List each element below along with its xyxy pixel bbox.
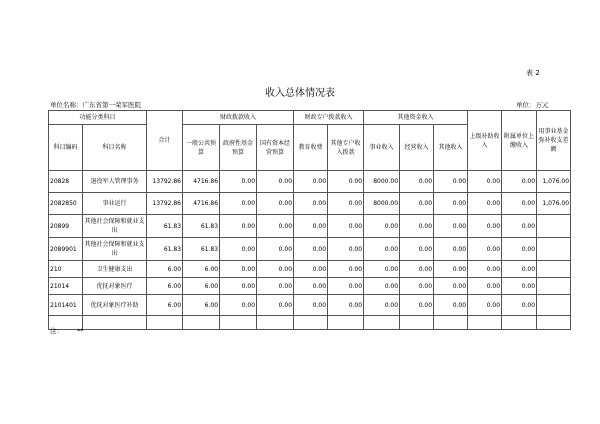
cell-business: 0.00	[364, 238, 400, 261]
header-total: 合计	[147, 111, 183, 171]
unit-name-value: 广东省第一荣军医院	[82, 101, 141, 109]
table-row-empty	[49, 316, 571, 330]
table-row	[49, 215, 571, 238]
cell-operating: 0.00	[400, 261, 434, 278]
header-affiliated: 附属单位上缴收入	[502, 111, 537, 171]
cell-reserve	[537, 238, 571, 261]
cell-code: 20899	[49, 215, 83, 238]
cell-name: 退役军人管理事务	[83, 171, 147, 193]
table-number: 表 2	[526, 69, 540, 77]
cell-reserve	[537, 215, 571, 238]
page-title: 收入总体情况表	[265, 88, 335, 99]
cell-upper-subsidy: 0.00	[468, 171, 502, 193]
cell-state-capital: 0.00	[257, 215, 294, 238]
cell-empty	[220, 316, 257, 330]
cell-code: 2082850	[49, 193, 83, 215]
cell-other-income: 0.00	[434, 193, 468, 215]
cell-business: 0.00	[364, 215, 400, 238]
cell-other-special: 0.00	[328, 278, 364, 295]
cell-gov-fund: 0.00	[220, 171, 257, 193]
cell-business: 8000.00	[364, 193, 400, 215]
cell-edu-fee: 0.00	[294, 215, 328, 238]
header-business: 事业收入	[364, 125, 400, 171]
cell-affiliated: 0.00	[502, 278, 537, 295]
cell-edu-fee: 0.00	[294, 295, 328, 316]
cell-other-income: 0.00	[434, 278, 468, 295]
cell-operating: 0.00	[400, 193, 434, 215]
cell-name: 卫生健康支出	[83, 261, 147, 278]
cell-gov-fund: 0.00	[220, 295, 257, 316]
header-edu-fee: 教育收费	[294, 125, 328, 171]
cell-empty	[147, 316, 183, 330]
cell-operating: 0.00	[400, 278, 434, 295]
cell-edu-fee: 0.00	[294, 171, 328, 193]
cell-empty	[537, 316, 571, 330]
cell-code: 20828	[49, 171, 83, 193]
cell-other-income: 0.00	[434, 295, 468, 316]
cell-empty	[434, 316, 468, 330]
table-header	[49, 111, 571, 171]
cell-edu-fee: 0.00	[294, 193, 328, 215]
header-special: 财政专户拨款收入	[294, 111, 364, 125]
header-general-budget: 一般公共预算	[183, 125, 220, 171]
cell-affiliated: 0.00	[502, 261, 537, 278]
cell-upper-subsidy: 0.00	[468, 215, 502, 238]
table-row	[49, 278, 571, 295]
cell-reserve: 1,076.00	[537, 171, 571, 193]
cell-name: 其他社会保障和就业支出	[83, 215, 147, 238]
cell-other-income: 0.00	[434, 215, 468, 238]
cell-name: 其他社会保障和就业支出	[83, 238, 147, 261]
cell-state-capital: 0.00	[257, 193, 294, 215]
header-other: 其他资金收入	[364, 111, 468, 125]
footnote-text: **	[77, 327, 84, 335]
cell-other-special: 0.00	[328, 295, 364, 316]
cell-upper-subsidy: 0.00	[468, 238, 502, 261]
cell-affiliated: 0.00	[502, 171, 537, 193]
cell-upper-subsidy: 0.00	[468, 295, 502, 316]
table-row	[49, 193, 571, 215]
cell-reserve: 1,076.00	[537, 193, 571, 215]
cell-reserve	[537, 295, 571, 316]
header-name: 科目名称	[83, 125, 147, 171]
cell-other-special: 0.00	[328, 193, 364, 215]
cell-reserve	[537, 261, 571, 278]
header-fiscal: 财政拨款收入	[183, 111, 294, 125]
cell-business: 8000.00	[364, 171, 400, 193]
cell-edu-fee: 0.00	[294, 238, 328, 261]
cell-gov-fund: 0.00	[220, 238, 257, 261]
cell-edu-fee: 0.00	[294, 261, 328, 278]
cell-name: 优抚对象医疗	[83, 278, 147, 295]
cell-other-income: 0.00	[434, 171, 468, 193]
cell-gov-fund: 0.00	[220, 193, 257, 215]
cell-other-special: 0.00	[328, 215, 364, 238]
cell-name: 事业运行	[83, 193, 147, 215]
income-table	[48, 110, 571, 330]
cell-state-capital: 0.00	[257, 295, 294, 316]
header-other-income: 其他收入	[434, 125, 468, 171]
cell-total: 61.83	[147, 215, 183, 238]
header-upper-subsidy: 上级补助收入	[468, 111, 502, 171]
cell-total: 13792.86	[147, 193, 183, 215]
header-operating: 经营收入	[400, 125, 434, 171]
cell-operating: 0.00	[400, 238, 434, 261]
cell-edu-fee: 0.00	[294, 278, 328, 295]
cell-state-capital: 0.00	[257, 238, 294, 261]
cell-empty	[468, 316, 502, 330]
table-row	[49, 295, 571, 316]
cell-general-budget: 4716.86	[183, 171, 220, 193]
header-gov-fund: 政府性基金预算	[220, 125, 257, 171]
table-row	[49, 171, 571, 193]
footnote-label: 注：	[50, 327, 63, 335]
header-reserve: 用事业基金弥补收支差额	[537, 111, 571, 171]
cell-upper-subsidy: 0.00	[468, 278, 502, 295]
cell-total: 6.00	[147, 278, 183, 295]
cell-business: 0.00	[364, 295, 400, 316]
cell-gov-fund: 0.00	[220, 215, 257, 238]
cell-empty	[364, 316, 400, 330]
cell-general-budget: 6.00	[183, 261, 220, 278]
cell-business: 0.00	[364, 261, 400, 278]
cell-total: 13792.86	[147, 171, 183, 193]
cell-total: 61.83	[147, 238, 183, 261]
cell-empty	[257, 316, 294, 330]
unit-name-label: 单位名称：	[50, 101, 83, 109]
cell-upper-subsidy: 0.00	[468, 193, 502, 215]
cell-other-income: 0.00	[434, 238, 468, 261]
header-other-special: 其他专户收入拨款	[328, 125, 364, 171]
table-body	[49, 171, 571, 330]
unit-name-line	[50, 100, 141, 109]
cell-general-budget: 4716.86	[183, 193, 220, 215]
cell-general-budget: 61.83	[183, 238, 220, 261]
header-state-capital: 国有资本经营预算	[257, 125, 294, 171]
cell-total: 6.00	[147, 261, 183, 278]
cell-affiliated: 0.00	[502, 193, 537, 215]
cell-state-capital: 0.00	[257, 278, 294, 295]
cell-general-budget: 6.00	[183, 295, 220, 316]
cell-empty	[183, 316, 220, 330]
cell-other-special: 0.00	[328, 238, 364, 261]
header-code: 科目编码	[49, 125, 83, 171]
cell-operating: 0.00	[400, 295, 434, 316]
header-func-class: 功能分类科目	[49, 111, 147, 125]
cell-name: 优抚对象医疗补助	[83, 295, 147, 316]
cell-total: 6.00	[147, 295, 183, 316]
cell-general-budget: 61.83	[183, 215, 220, 238]
cell-code: 210	[49, 261, 83, 278]
cell-reserve	[537, 278, 571, 295]
cell-code: 21014	[49, 278, 83, 295]
cell-operating: 0.00	[400, 215, 434, 238]
cell-business: 0.00	[364, 278, 400, 295]
cell-empty	[294, 316, 328, 330]
table-row	[49, 261, 571, 278]
cell-operating: 0.00	[400, 171, 434, 193]
unit-measure: 单位：万元	[516, 101, 549, 109]
cell-code: 2101401	[49, 295, 83, 316]
cell-code: 2089901	[49, 238, 83, 261]
cell-general-budget: 6.00	[183, 278, 220, 295]
footnote	[50, 326, 98, 335]
cell-empty	[502, 316, 537, 330]
cell-other-income: 0.00	[434, 261, 468, 278]
cell-other-special: 0.00	[328, 261, 364, 278]
table-row	[49, 238, 571, 261]
cell-affiliated: 0.00	[502, 238, 537, 261]
cell-upper-subsidy: 0.00	[468, 261, 502, 278]
cell-other-special: 0.00	[328, 171, 364, 193]
cell-gov-fund: 0.00	[220, 261, 257, 278]
cell-empty	[400, 316, 434, 330]
cell-affiliated: 0.00	[502, 295, 537, 316]
cell-state-capital: 0.00	[257, 261, 294, 278]
cell-affiliated: 0.00	[502, 215, 537, 238]
cell-gov-fund: 0.00	[220, 278, 257, 295]
cell-empty	[328, 316, 364, 330]
cell-state-capital: 0.00	[257, 171, 294, 193]
